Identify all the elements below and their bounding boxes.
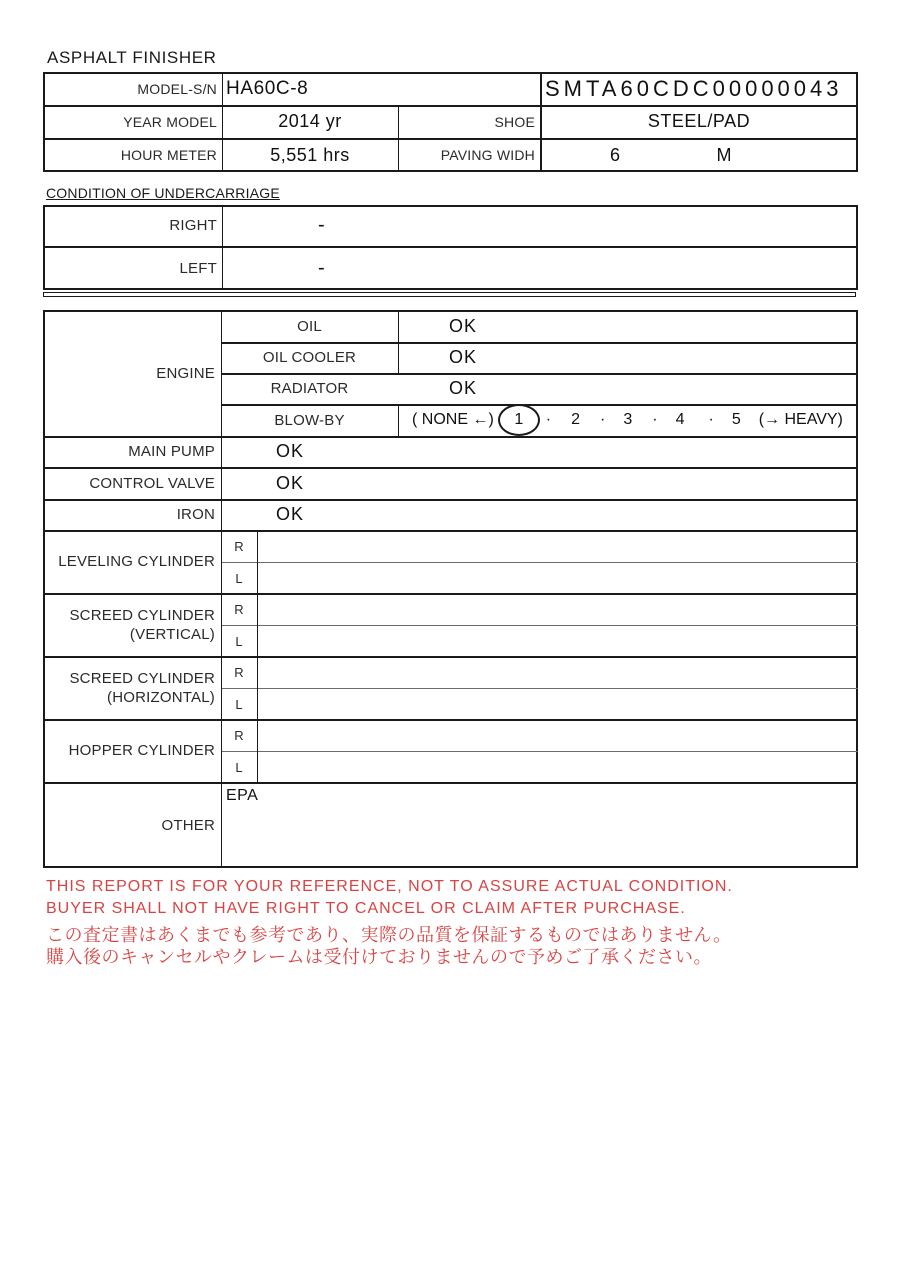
screed-vertical-l: L (235, 633, 243, 649)
rl-divider (221, 562, 858, 563)
screed-cylinder-vertical-label (43, 593, 215, 656)
rl-divider (221, 688, 858, 689)
other-value: EPA (226, 787, 259, 804)
control-valve-label: CONTROL VALVE (89, 474, 215, 492)
iron-value: OK (276, 504, 305, 524)
rl-divider (221, 751, 858, 752)
engine-label: ENGINE (156, 364, 215, 382)
paving-width-label: PAVING WIDH (440, 147, 535, 163)
engine-oil-value: OK (449, 315, 478, 336)
iron-label: IRON (176, 506, 215, 523)
blowby-scale-row (399, 404, 858, 436)
leveling-cylinder-l: L (235, 570, 243, 586)
other-label: OTHER (161, 816, 215, 834)
undercarriage-right-value: - (318, 214, 325, 236)
hopper-cylinder-r: R (234, 728, 244, 743)
main-pump-value: OK (276, 441, 305, 461)
paving-width-cell (540, 138, 858, 172)
undercarriage-left-label: LEFT (179, 260, 217, 277)
hopper-cylinder-label: HOPPER CYLINDER (68, 742, 215, 759)
engine-oil-cooler-label: OIL COOLER (262, 349, 357, 366)
screed-vertical-line2: (VERTICAL) (129, 625, 215, 643)
blowby-dot: · (545, 411, 552, 428)
screed-vertical-r: R (234, 602, 244, 617)
serial-number-value: SMTA60CDC00000043 (545, 75, 843, 101)
undercarriage-right-label: RIGHT (169, 217, 217, 234)
screed-cylinder-horizontal-label (43, 656, 215, 719)
hopper-cylinder-l: L (235, 759, 243, 775)
page-title: ASPHALT FINISHER (47, 48, 217, 67)
hour-meter-value: 5,551 hrs (270, 144, 350, 165)
shoe-value: STEEL/PAD (647, 111, 751, 131)
blowby-selected-circle (498, 404, 540, 436)
engine-oil-label: OIL (297, 317, 322, 335)
disclaimer-line-2: BUYER SHALL NOT HAVE RIGHT TO CANCEL OR CLAIM AFTER PURCHASE. (46, 900, 686, 917)
blowby-level-3: 3 (623, 411, 633, 428)
blowby-dot: · (652, 411, 658, 428)
blowby-heavy-suffix: (→ HEAVY) (758, 411, 843, 428)
rl-divider (221, 625, 858, 626)
leveling-cylinder-label: LEVELING CYLINDER (58, 553, 215, 570)
control-valve-value: OK (276, 472, 305, 493)
blowby-dot: · (600, 411, 606, 428)
engine-oil-cooler-value: OK (449, 347, 478, 367)
undercarriage-heading: CONDITION OF UNDERCARRIAGE (46, 185, 280, 201)
paving-width-value: 6 (610, 144, 621, 165)
hour-meter-label: HOUR METER (120, 147, 217, 163)
main-pump-label: MAIN PUMP (128, 443, 215, 460)
blowby-level-4: 4 (675, 411, 685, 428)
blowby-level-5: 5 (731, 411, 741, 428)
blowby-dot: · (708, 411, 714, 428)
blowby-none-prefix: ( NONE ←) (412, 411, 494, 428)
paving-width-unit: M (716, 144, 733, 165)
screed-horizontal-line1: SCREED CYLINDER (69, 669, 215, 687)
leveling-cylinder-r: R (234, 539, 244, 554)
engine-radiator-value: OK (449, 378, 478, 398)
screed-horizontal-r: R (234, 665, 244, 680)
blowby-selected-value: 1 (514, 411, 524, 428)
model-sn-value: HA60C-8 (226, 77, 309, 99)
undercarriage-left-value: - (318, 257, 325, 279)
blowby-level-2: 2 (571, 411, 581, 428)
rl-col-divider (257, 530, 258, 782)
undercarriage-col-divider (222, 205, 223, 290)
screed-horizontal-l: L (235, 696, 243, 712)
engine-radiator-label: RADIATOR (270, 380, 349, 397)
screed-vertical-line1: SCREED CYLINDER (69, 606, 215, 624)
year-model-value: 2014 yr (278, 111, 342, 131)
disclaimer-line-1: THIS REPORT IS FOR YOUR REFERENCE, NOT TO ASSURE ACTUAL CONDITION. (46, 878, 733, 895)
screed-horizontal-line2: (HORIZONTAL) (107, 688, 215, 706)
model-sn-label: MODEL-S/N (137, 80, 217, 97)
disclaimer-line-3: この査定書はあくまでも参考であり、実際の品質を保証するものではありません。 (46, 925, 732, 945)
engine-blowby-label: BLOW-BY (274, 411, 345, 429)
shoe-label: SHOE (494, 113, 535, 130)
disclaimer-line-4: 購入後のキャンセルやクレームは受付けておりませんので予めご了承ください。 (46, 947, 712, 967)
double-rule-band (43, 292, 856, 297)
year-model-label: YEAR MODEL (123, 113, 217, 130)
